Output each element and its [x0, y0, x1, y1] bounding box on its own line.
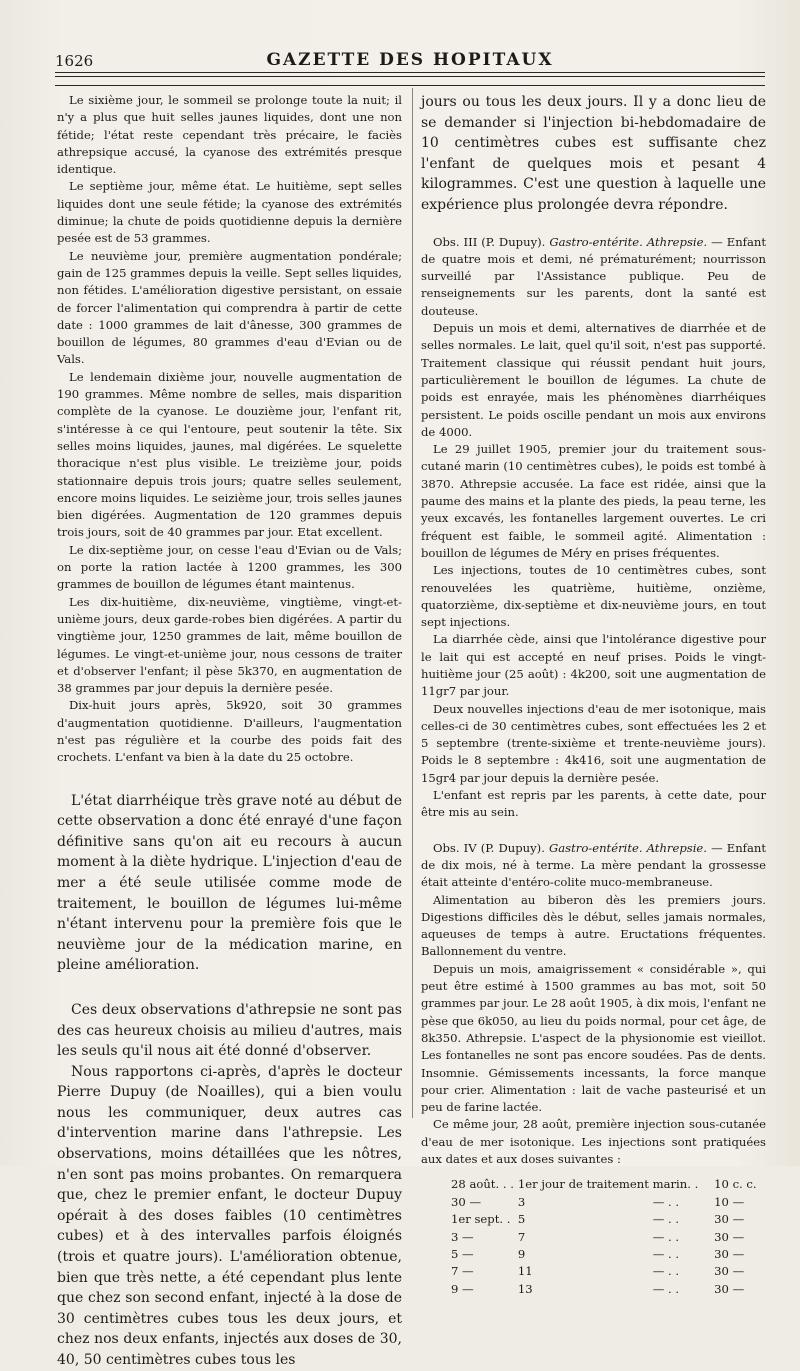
- schedule-dose: 10 c. c.: [714, 1177, 757, 1192]
- schedule-day: 11: [517, 1264, 533, 1279]
- schedule-table: [451, 1176, 766, 1298]
- schedule-date: 1er sept. .: [451, 1212, 511, 1227]
- page-number: 1626: [55, 52, 94, 70]
- paragraph: Depuis un mois, amaigrissement « considérable », qui peut être estimé à 1500 grammes au bas mot, soit 50 grammes par jour. Le 28 août 1905, à dix mois, l'enfant ne pèse que 6k050, au lieu du poids normal, pour cet âge, de 8k350. Athrepsie. L'aspect de la physionomie est vieillot. Les fontanelles ne sont pas encore soudées. Pas de dents. Insomnie. Gémissements incessants, la force manque pour crier. Alimentation : lait de vache pasteurisé et un peu de farine lactée.: [421, 961, 766, 1115]
- table-row: [451, 1246, 766, 1263]
- table-row: [451, 1194, 766, 1211]
- paragraph: Deux nouvelles injections d'eau de mer isotonique, mais celles-ci de 30 centimètres cubes, sont effectuées les 2 et 5 septembre (trente-sixième et trente-neuvième jours). Poids le 8 septembre : 4k416, soit une augmentation de 15gr4 par jour depuis la dernière pesée.: [421, 701, 766, 785]
- paragraph: Le lendemain dixième jour, nouvelle augmentation de 190 grammes. Même nombre de selles, mais disparition complète de la cyanose. Le douzième jour, l'enfant rit, s'intéresse à ce qui l'entoure, peut soutenir la tête. Six selles moins liquides, jaunes, mal digérées. Le squelette thoracique n'est plus visible. Le treizième jour, poids stationnaire depuis trois jours; quatre selles seulement, encore moins liquides. Le seizième jour, trois selles jaunes bien digérées. Augmentation de 120 grammes depuis trois jours, soit de 40 grammes par jour. Etat excellent.: [57, 369, 402, 540]
- schedule-date: 5 —: [451, 1246, 474, 1261]
- table-row: [451, 1229, 766, 1246]
- paragraph: Ce même jour, 28 août, première injection sous-cutanée d'eau de mer isotonique. Les injections sont pratiquées aux dates et aux doses suivantes :: [421, 1117, 766, 1166]
- observation-title: Gastro-entérite. Athrepsie.: [549, 840, 707, 855]
- page-header: [55, 46, 765, 70]
- table-row: [451, 1281, 766, 1298]
- schedule-date: 28 août. . .: [451, 1177, 514, 1192]
- schedule-day: 7: [517, 1229, 526, 1244]
- schedule-sep: — . .: [652, 1264, 680, 1279]
- injection-schedule: [421, 1176, 766, 1298]
- schedule-day: 13: [517, 1281, 533, 1296]
- schedule-dose: 30 —: [714, 1212, 745, 1227]
- paragraph: Nous rapportons ci-après, d'après le docteur Pierre Dupuy (de Noailles), qui a bien voulu nous les communiquer, deux autres cas d'intervention marine dans l'athrepsie. Les observations, moins détaillées que les nôtres, n'en sont pas moins probantes. On remarquera que, chez le premier enfant, le docteur Dupuy opérait à des doses faibles (10 centimètres cubes) et à des intervalles parfois éloignés (trois et quatre jours). L'amélioration obtenue, bien que très nette, a été cependant plus lente que chez son second enfant, injecté à la dose de 30 centimètres cubes tous les deux jours, et chez nos deux enfants, injectés aux doses de 30, 40, 50 centimètres cubes tous les: [57, 1063, 402, 1369]
- schedule-sep: — . .: [652, 1281, 680, 1296]
- schedule-dose: 30 —: [714, 1246, 745, 1261]
- header-rule: [55, 76, 765, 77]
- schedule-date: 9 —: [451, 1281, 474, 1296]
- commentary: [57, 791, 402, 1371]
- observation-text: — Enfant de quatre mois et demi, né prématurément; nourrisson surveillé par l'Assistance publique. Peu de renseignements sur les parents, dont la santé est douteuse.: [421, 234, 767, 318]
- schedule-dose: 10 —: [714, 1194, 745, 1209]
- observation-text: — Enfant de dix mois, né à terme. La mère pendant la grossesse était atteinte d'entéro-colite muco-membraneuse.: [421, 840, 767, 890]
- paragraph: jours ou tous les deux jours. Il y a donc lieu de se demander si l'injection bi-hebdomadaire de 10 centimètres cubes est suffisante chez l'enfant de quelques mois et pesant 4 kilogrammes. C'est une question à laquelle une expérience plus prolongée devra répondre.: [421, 94, 766, 213]
- header-rule: [55, 85, 765, 86]
- paragraph: Alimentation au biberon dès les premiers jours. Digestions difficiles dès le début, selles jamais normales, aqueuses de temps à autre. Eructations fréquentes. Ballonnement du ventre.: [421, 892, 766, 959]
- schedule-dose: 30 —: [714, 1229, 745, 1244]
- table-row: [451, 1263, 766, 1280]
- schedule-day: 1er jour de traitement marin. .: [517, 1177, 699, 1192]
- paragraph: Depuis un mois et demi, alternatives de diarrhée et de selles normales. Le lait, quel qu'il soit, n'est pas supporté. Traitement classique qui réussit pendant huit jours, particulièrement le bouillon de légumes. La chute de poids est enrayée, mais les phénomènes diarrhéiques persistent. Le poids oscille pendant un mois aux environs de 4000.: [421, 321, 766, 439]
- schedule-dose: 30 —: [714, 1264, 745, 1279]
- schedule-date: 7 —: [451, 1264, 474, 1279]
- column-divider: [412, 88, 413, 1118]
- schedule-day: 3: [517, 1194, 526, 1209]
- observation-label: Obs. IV (P. Dupuy).: [433, 840, 545, 855]
- paragraph: La diarrhée cède, ainsi que l'intolérance digestive pour le lait qui est accepté en neuf prises. Poids le vingt-huitième jour (25 août) : 4k200, soit une augmentation de 11gr7 par jour.: [421, 632, 766, 699]
- paragraph: L'enfant est repris par les parents, à cette date, pour être mis au sein.: [421, 788, 766, 820]
- schedule-sep: — . .: [652, 1229, 680, 1244]
- paragraph: Le neuvième jour, première augmentation pondérale; gain de 125 grammes depuis la veille. Sept selles liquides, non fétides. L'amélioration digestive persistant, on essaie de forcer l'alimentation qui comprendra à partir de cette date : 1000 grammes de lait d'ânesse, 300 grammes de bouillon de légumes, 80 grammes d'eau d'Evian ou de Vals.: [57, 248, 402, 367]
- paragraph: Le 29 juillet 1905, premier jour du traitement sous-cutané marin (10 centimètres cubes), le poids est tombé à 3870. Athrepsie accusée. La face est ridée, ainsi que la paume des mains et la plante des pieds, la peau terne, les yeux excavés, les fontanelles largement ouvertes. Le cri fréquent est faible, le sommeil agité. Alimentation : bouillon de légumes de Méry en prises fréquentes.: [421, 442, 766, 560]
- schedule-date: 3 —: [451, 1229, 474, 1244]
- left-column: [57, 92, 402, 1371]
- schedule-dose: 30 —: [714, 1281, 745, 1296]
- schedule-day: 5: [517, 1212, 526, 1227]
- paragraph: Les dix-huitième, dix-neuvième, vingtième, vingt-et-unième jours, deux garde-robes bien digérées. A partir du vingtième jour, 1250 grammes de lait, même bouillon de légumes. Le vingt-et-unième jour, nous cessons de traiter et d'observer l'enfant; il pèse 5k370, en augmentation de 38 grammes par jour depuis la dernière pesée.: [57, 594, 402, 696]
- observation-4: [421, 840, 766, 1169]
- right-column: [421, 92, 766, 1298]
- schedule-sep: — . .: [652, 1194, 680, 1209]
- table-row: [451, 1176, 766, 1193]
- paragraph: Le dix-septième jour, on cesse l'eau d'Evian ou de Vals; on porte la ration lactée à 1200 grammes, les 300 grammes de bouillon de légumes étant maintenus.: [57, 542, 402, 592]
- paragraph: Le septième jour, même état. Le huitième, sept selles liquides dont une seule fétide; la cyanose des extrémités diminue; la chute de poids quotidienne depuis la dernière pesée est de 53 grammes.: [57, 179, 402, 246]
- observation-3: [421, 234, 766, 822]
- case-narrative: [57, 92, 402, 767]
- paragraph: Le sixième jour, le sommeil se prolonge toute la nuit; il n'y a plus que huit selles jaunes liquides, dont une non fétide; l'état reste cependant très précaire, le faciès athrepsique accusé, la cyanose des extrémités presque identique.: [57, 93, 402, 177]
- observation-label: Obs. III (P. Dupuy).: [433, 234, 546, 249]
- schedule-sep: — . .: [652, 1212, 680, 1227]
- commentary-continued: [421, 92, 766, 216]
- journal-title: GAZETTE DES HOPITAUX: [266, 50, 554, 70]
- table-row: [451, 1211, 766, 1228]
- paragraph: Dix-huit jours après, 5k920, soit 30 grammes d'augmentation quotidienne. D'ailleurs, l'augmentation n'est pas régulière et la courbe des poids fait des crochets. L'enfant va bien à la date du 25 octobre.: [57, 698, 402, 765]
- schedule-day: 9: [517, 1246, 526, 1261]
- schedule-sep: — . .: [652, 1246, 680, 1261]
- observation-title: Gastro-entérite. Athrepsie.: [549, 234, 708, 249]
- paragraph: L'état diarrhéique très grave noté au début de cette observation a donc été enrayé d'une façon définitive sans qu'on ait eu recours à aucun moment à la diète hydrique. L'injection d'eau de mer a été seule utilisée comme mode de traitement, le bouillon de légumes lui-même n'étant intervenu pour la première fois que le neuvième jour de la médication marine, en pleine amélioration.: [57, 792, 402, 974]
- schedule-date: 30 —: [451, 1194, 482, 1209]
- paragraph: Les injections, toutes de 10 centimètres cubes, sont renouvelées les quatrième, huitième, onzième, quatorzième, dix-septième et dix-neuvième jours, en tout sept injections.: [421, 563, 766, 630]
- paragraph: Ces deux observations d'athrepsie ne sont pas des cas heureux choisis au milieu d'autres, mais les seuls qu'il nous ait été donné d'observer.: [57, 1001, 402, 1060]
- header-rule: [55, 72, 765, 73]
